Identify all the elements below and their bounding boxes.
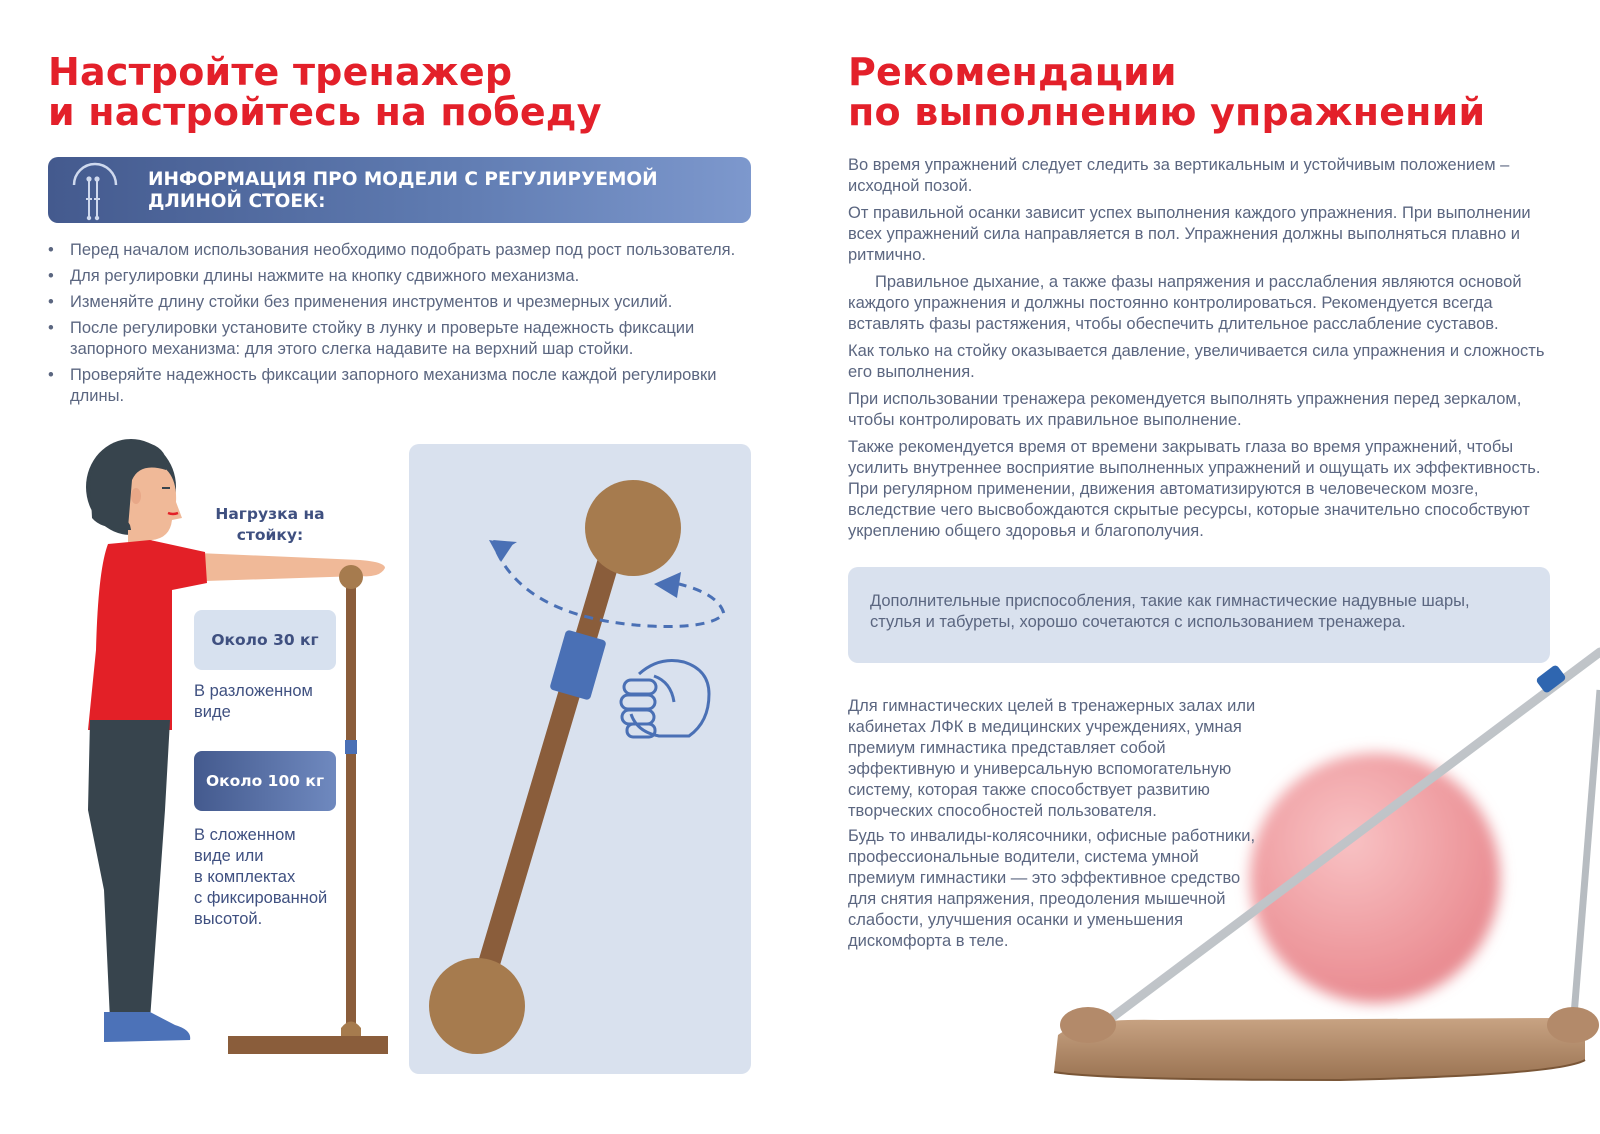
adjustable-stand-icon (70, 163, 120, 221)
fist-icon (621, 661, 709, 738)
left-title-line1: Настройте тренажер (48, 50, 513, 94)
recommendations-text (848, 155, 1554, 548)
list-item: • Для регулировки длины нажмите на кнопку сдвижного механизма. (48, 266, 768, 287)
paragraph: Правильное дыхание, а также фазы напряжения и расслабления являются основой каждого упражнения и должны постоянно контролироваться. Рекомендуется всегда вставлять фазы растяжения, чтобы обеспечить длительное расслабление суставов. (848, 273, 1522, 333)
info-banner (48, 157, 751, 223)
lower-text-column (848, 696, 1268, 956)
caption-line: в комплектах (194, 868, 296, 886)
banner-line1: ИНФОРМАЦИЯ ПРО МОДЕЛИ С РЕГУЛИРУЕМОЙ (148, 169, 658, 190)
load-title-line2: стойку: (236, 526, 304, 544)
left-title-line2: и настройтесь на победу (48, 90, 602, 134)
left-page-title (48, 52, 602, 132)
adjustment-instructions-list (48, 240, 768, 412)
right-page-title (848, 52, 1485, 132)
load-unfolded-badge: Около 30 кг (194, 610, 336, 670)
caption-line: высотой. (194, 910, 263, 928)
list-item: • Изменяйте длину стойки без применения инструментов и чрезмерных усилий. (48, 292, 768, 313)
right-title-line1: Рекомендации (848, 50, 1177, 94)
caption-line: В сложенном (194, 826, 296, 844)
load-title-line1: Нагрузка на (215, 505, 325, 523)
paragraph: Будь то инвалиды-колясочники, офисные работники, профессиональные водители, система умной премиум гимнастики — это эффективное средство для снятия напряжения, преодоления мышечной слабости, улучшения осанки и уменьшения дискомфорта в теле. (848, 827, 1256, 950)
paragraph: От правильной осанки зависит успех выполнения каждого упражнения. При выполнении всех упражнений сила направляется в пол. Упражнения должны выполняться плавно и ритмично. (848, 204, 1531, 264)
load-unfolded-caption (194, 681, 354, 723)
caption-line: В разложенном (194, 682, 313, 700)
stand-rotation-diagram (409, 444, 751, 1074)
banner-heading (148, 169, 728, 213)
paragraph: Для гимнастических целей в тренажерных залах или кабинетах ЛФК в медицинских учреждениях, умная премиум гимнастика представляет собой эффективную и универсальную вспомогательную систему, которая также способствует развитию творческих способностей пользователя. (848, 697, 1256, 820)
load-folded-badge: Около 100 кг (194, 751, 336, 811)
right-title-line2: по выполнению упражнений (848, 90, 1486, 134)
paragraph: При использовании тренажера рекомендуется выполнять упражнения перед зеркалом, чтобы контролировать их правильное выполнение. (848, 390, 1522, 429)
banner-line2: ДЛИНОЙ СТОЕК: (148, 191, 326, 212)
load-title (200, 504, 340, 546)
list-item: • Перед началом использования необходимо подобрать размер под рост пользователя. (48, 240, 768, 261)
list-item: • После регулировки установите стойку в лунку и проверьте надежность фиксации запорного механизма: для этого слегка надавите на верхний шар стойки. (48, 318, 768, 360)
load-folded-caption (194, 825, 354, 930)
caption-line: с фиксированной (194, 889, 328, 907)
accessories-note-text: Дополнительные приспособления, такие как гимнастические надувные шары, стулья и табуреты, хорошо сочетаются с использованием тренажера. (870, 592, 1470, 631)
paragraph: Как только на стойку оказывается давление, увеличивается сила упражнения и сложность его выполнения. (848, 342, 1545, 381)
caption-line: виде или (194, 847, 264, 865)
paragraph: Также рекомендуется время от времени закрывать глаза во время упражнений, чтобы усилить внутреннее восприятие выполненных упражнений и ощущать их эффективность. При регулярном применении, движения автоматизируются в человеческом мозге, вследствие чего высвобождаются скрытые ресурсы, которые значительно способствуют укреплению общего здоровья и благополучия. (848, 438, 1541, 540)
list-item: • Проверяйте надежность фиксации запорного механизма после каждой регулировки длины. (48, 365, 768, 407)
caption-line: виде (194, 703, 231, 721)
paragraph: Во время упражнений следует следить за вертикальным и устойчивым положением – исходной позой. (848, 156, 1510, 195)
